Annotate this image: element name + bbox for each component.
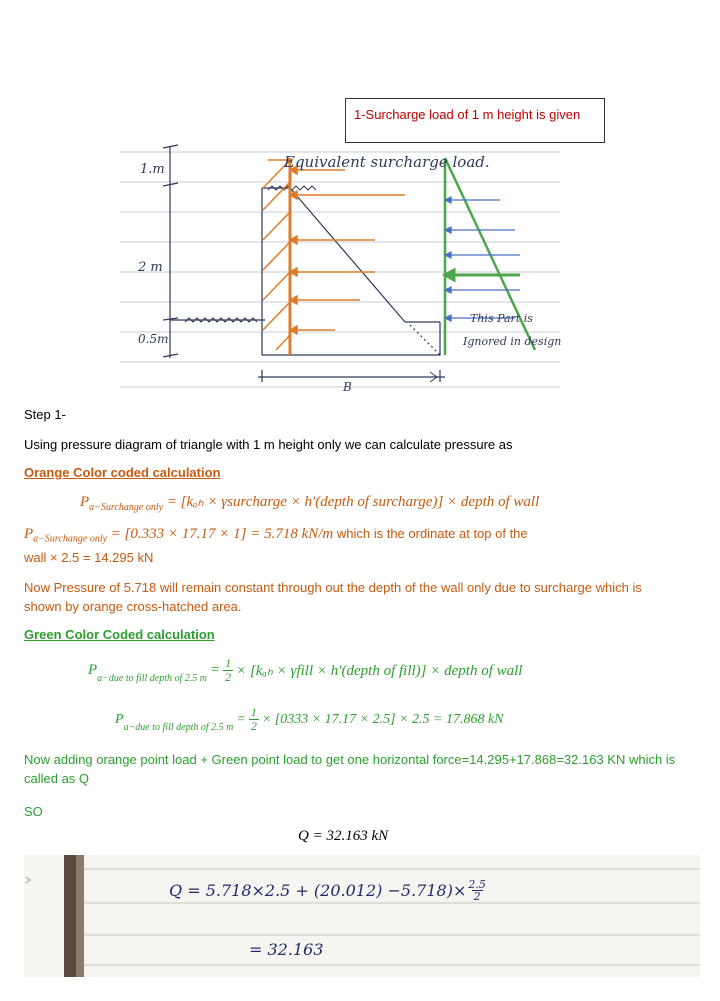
step-intro: Using pressure diagram of triangle with 1 m height only we can calculate pressure as xyxy=(24,437,513,452)
green-eq1-sub: a−due to fill depth of 2.5 m xyxy=(97,673,207,684)
label-0-5m: 0.5m xyxy=(138,332,169,346)
green-eq2-rhs: × [0333 × 17.17 × 2.5] × 2.5 = 17.868 kN xyxy=(261,711,504,727)
green-eq2-sub: a−due to fill depth of 2.5 m xyxy=(123,722,234,733)
orange-note: Now Pressure of 5.718 will remain constant through out the depth of the wall only due to surcharge which is shown by orange cross-hatched area. xyxy=(24,580,642,614)
label-this-part: This Part is xyxy=(470,312,533,325)
handwritten-calculation-photo xyxy=(24,855,700,977)
orange-heading: Orange Color coded calculation xyxy=(24,465,221,480)
green-eq2-lhs: P xyxy=(115,711,124,727)
handwritten-line-2: = 32.163 xyxy=(249,940,324,959)
green-eq2-frac-num: 1 xyxy=(250,705,257,719)
green-eq1-frac-den: 2 xyxy=(225,670,232,684)
green-eq1-frac-num: 1 xyxy=(225,656,232,670)
orange-eq2-tail: which is the ordinate at top of the xyxy=(333,526,528,541)
orange-eq2-rhs: = [0.333 × 17.17 × 1] = 5.718 kN/m xyxy=(110,526,334,542)
orange-eq2-sub: a−Surchange only xyxy=(33,533,108,545)
orange-eq2-lhs: P xyxy=(24,526,34,542)
green-eq1-lhs: P xyxy=(88,662,98,678)
orange-eq2-line2: wall × 2.5 = 14.295 kN xyxy=(24,549,154,565)
handwritten-line-1 xyxy=(169,879,486,902)
green-equation-2: P $_{a-due to fill depth of 2.5 m}$ = $\frac{1}{2}$ × [0333 × 17.17 × 2.5] × 2.5 = 17.868 kN xyxy=(115,705,504,733)
fill-pressure-triangle xyxy=(445,158,535,355)
green-equation-1: P $_{a-due to fill depth of 2.5 m}$ = $\frac{1}{2}$ × [kₐₕ × γfill × h′(depth of fill)] × depth of wall xyxy=(88,656,523,684)
notebook-lines-svg xyxy=(24,855,700,977)
orange-equation-1 xyxy=(80,492,539,513)
label-2m: 2 m xyxy=(138,260,163,275)
handwritten-frac-den: 2 xyxy=(473,890,481,903)
step-title: Step 1- xyxy=(24,407,66,422)
final-q-equation: Q = 32.163 kN xyxy=(298,828,389,844)
orange-eq1-sub: a−Surchange only xyxy=(89,502,164,513)
handwritten-line1-text: Q = 5.718×2.5 + (20.012) −5.718)× xyxy=(169,881,467,900)
retaining-wall-diagram xyxy=(0,140,720,395)
label-b: B xyxy=(343,380,352,394)
green-eq1-rhs: × [kₐₕ × γfill × h′(depth of fill)] × depth of wall xyxy=(236,663,523,679)
orange-eq1-rhs: = [kₐₕ × γsurcharge × h′(depth of surcharge)] × depth of wall xyxy=(166,494,540,510)
callout-text: 1-Surcharge load of 1 m height is given xyxy=(354,107,581,122)
diagram-svg xyxy=(0,140,720,395)
label-ignored-in-design: Ignored in design xyxy=(463,335,562,348)
handwritten-frac-num: 2.5 xyxy=(468,878,486,891)
sum-note: Now adding orange point load + Green point load to get one horizontal force=14.295+17.868=32.163 KN which is called as Q xyxy=(24,752,676,786)
green-heading: Green Color Coded calculation xyxy=(24,627,215,642)
label-equivalent-surcharge: Equivalent surcharge load. xyxy=(284,153,490,171)
so-label: SO xyxy=(24,804,43,819)
callout-box xyxy=(345,98,605,143)
orange-eq1-lhs: P xyxy=(80,494,90,510)
orange-equation-2 xyxy=(24,525,704,567)
green-eq2-frac-den: 2 xyxy=(250,719,257,733)
label-1m: 1.m xyxy=(140,162,165,177)
